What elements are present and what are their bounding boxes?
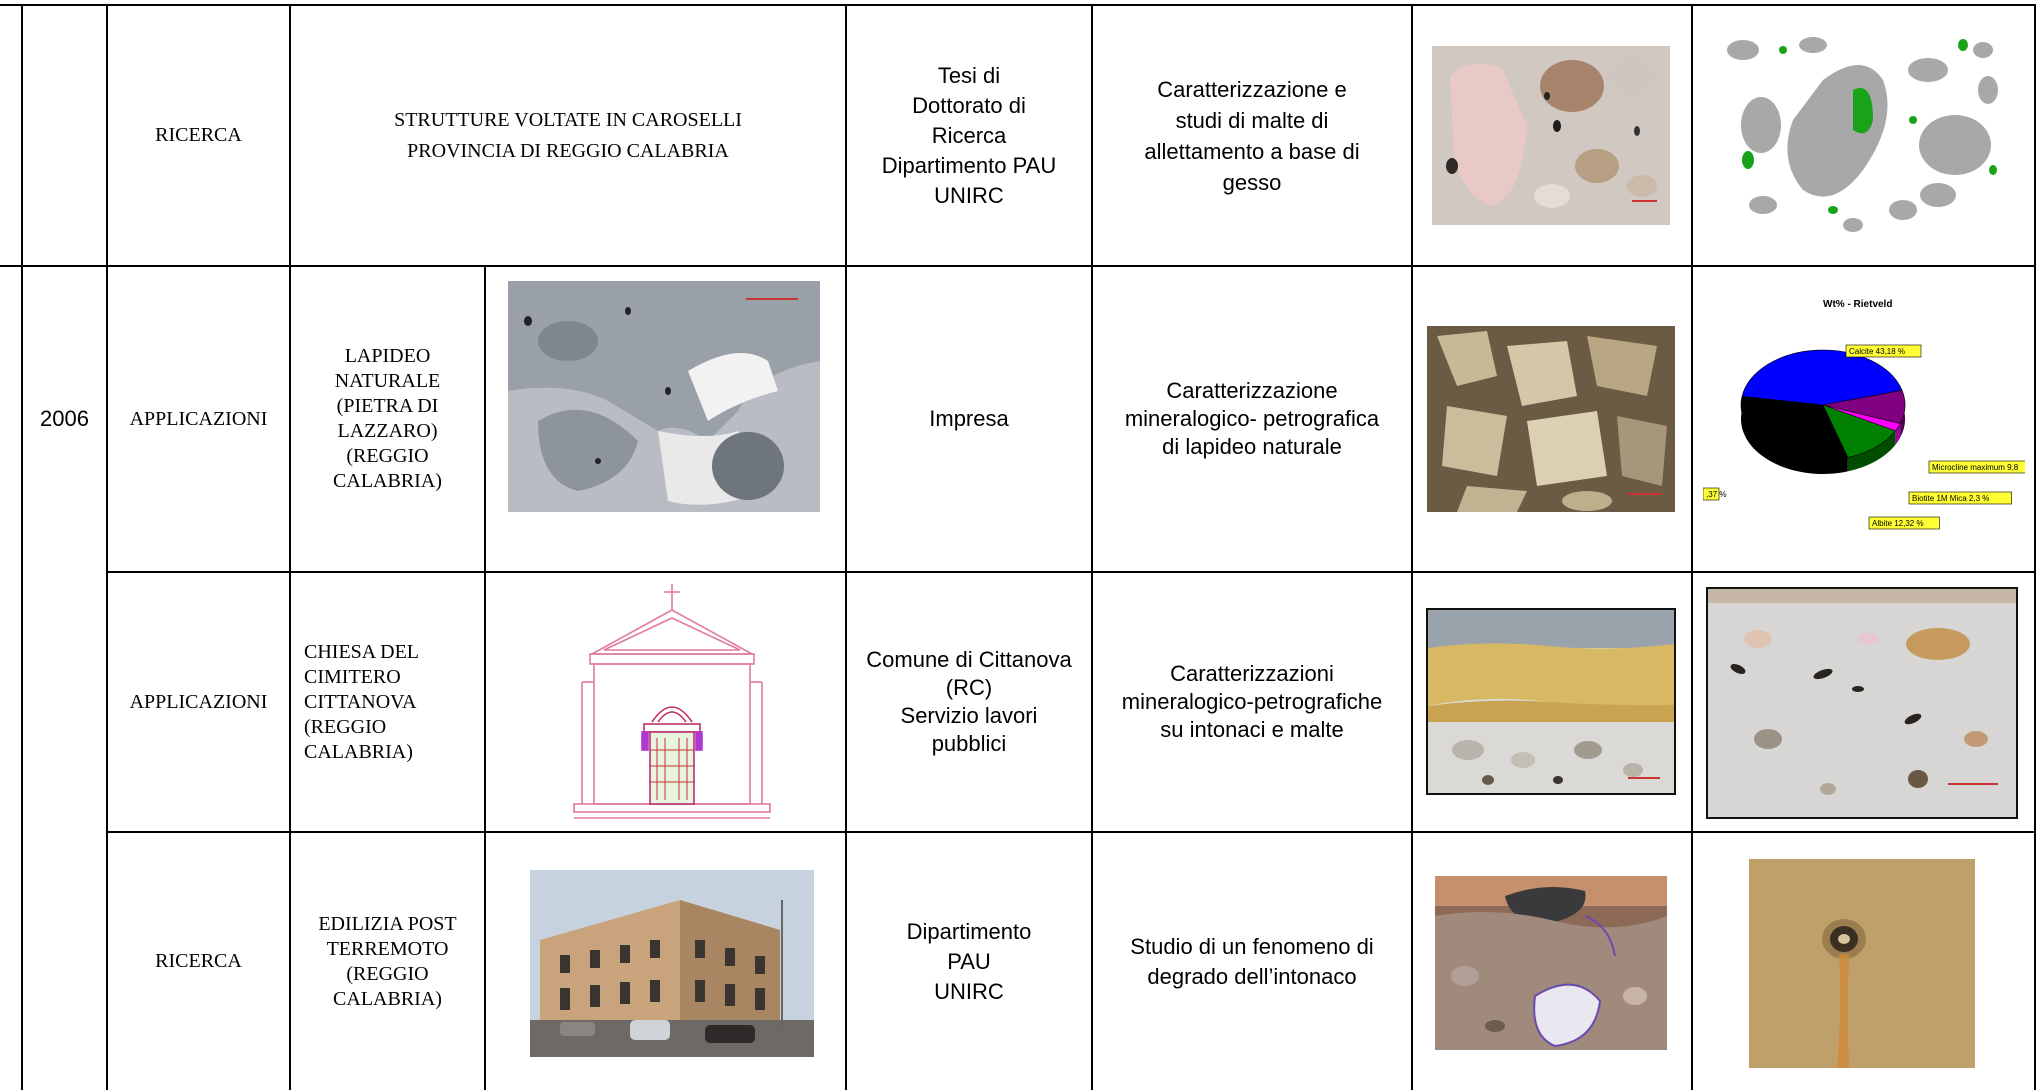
stone-sample-image (508, 281, 820, 512)
pie-label: Microcline maximum 9,8 (1932, 463, 2019, 472)
subject-cell (291, 833, 484, 1090)
committente-cell (847, 833, 1091, 1090)
activity-cell (1093, 573, 1411, 831)
activity-cell (1093, 267, 1411, 571)
mortar-section-image (1706, 587, 2018, 819)
row-type: APPLICAZIONI (129, 407, 268, 430)
committente-label: Tesi di Dottorato di Ricerca Dipartimento PAU UNIRC (881, 62, 1057, 208)
plaster-cross-section-image (1426, 608, 1676, 795)
year-cell (23, 267, 106, 571)
committente-label: Dipartimento PAU UNIRC (906, 918, 1032, 1004)
subject-cell (291, 573, 484, 831)
pie-label: Calcite 43,18 % (1849, 347, 1906, 356)
building-photo (530, 870, 814, 1057)
row-type-cell (108, 833, 289, 1090)
committente-label: Comune di Cittanova (RC) Servizio lavori pubblici (866, 647, 1072, 756)
degradation-micrograph-image (1435, 876, 1667, 1050)
committente-cell (847, 6, 1091, 265)
pie-label: Albite 12,32 % (1872, 519, 1924, 528)
activity-cell (1093, 6, 1411, 265)
rietveld-pie-chart (1703, 290, 2025, 540)
mortar-micrograph-image (1432, 46, 1670, 225)
segmentation-image (1723, 30, 2001, 240)
subject-label: LAPIDEO NATURALE (PIETRA DI LAZZARO) (REGGIO CALABRIA) (333, 345, 442, 492)
row-type-cell (108, 573, 289, 831)
row-type: APPLICAZIONI (129, 690, 268, 713)
column-divider (484, 266, 486, 1090)
thin-section-image (1427, 326, 1675, 512)
row-type: RICERCA (155, 124, 242, 146)
subject-label: CHIESA DEL CIMITERO CITTANOVA (REGGIO CALABRIA) (304, 640, 419, 763)
activity-label: Caratterizzazione mineralogico- petrografica di lapideo naturale (1124, 378, 1380, 459)
subject-cell (291, 6, 845, 265)
column-divider (1691, 4, 1693, 1090)
row-type-cell (108, 267, 289, 571)
row-type: RICERCA (155, 950, 242, 972)
row-type-cell (108, 6, 289, 265)
committente-cell (847, 573, 1091, 831)
chart-title: Wt% - Rietveld (1823, 299, 1893, 310)
subject-cell (291, 267, 484, 571)
subject-label: EDILIZIA POST TERREMOTO (REGGIO CALABRIA) (318, 912, 457, 1010)
church-elevation-drawing (572, 582, 772, 822)
year-label: 2006 (40, 406, 89, 431)
plaster-surface-image (1749, 859, 1975, 1068)
column-divider (1411, 4, 1413, 1090)
committente-cell (847, 267, 1091, 571)
committente-label: Impresa (929, 406, 1009, 431)
activity-label: Studio di un fenomeno di degrado dell’intonaco (1130, 933, 1374, 989)
pie-label: Biotite 1M Mica 2,3 % (1912, 494, 1990, 503)
activity-label: Caratterizzazione e studi di malte di allettamento a base di gesso (1144, 76, 1360, 195)
pie-label: ,37 % (1706, 490, 1727, 499)
activity-cell (1093, 833, 1411, 1090)
subject-label: STRUTTURE VOLTATE IN CAROSELLI PROVINCIA DI REGGIO CALABRIA (394, 108, 742, 162)
activity-label: Caratterizzazioni mineralogico-petrografiche su intonaci e malte (1121, 661, 1383, 742)
